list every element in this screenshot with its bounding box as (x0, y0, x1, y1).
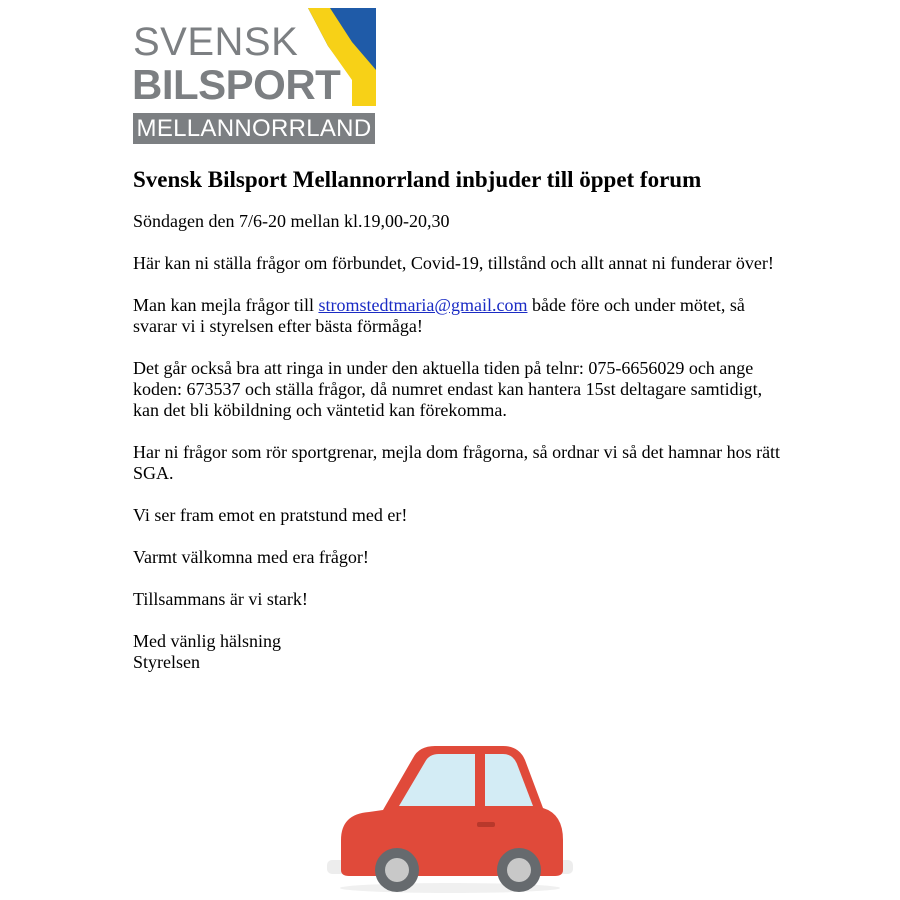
greeting-text: Med vänlig hälsning (133, 631, 281, 651)
signature-text: Styrelsen (133, 652, 200, 672)
logo (133, 8, 378, 140)
email-intro-text: Man kan mejla frågor till (133, 295, 319, 315)
logo-text-svensk: SVENSK (133, 20, 299, 64)
email-paragraph (133, 295, 783, 337)
car-icon (325, 742, 575, 894)
welcome-text: Varmt välkomna med era frågor! (133, 547, 369, 567)
email-outro-text: både före och under mötet, så svarar vi i styrelsen efter bästa förmåga! (133, 295, 745, 336)
meeting-date: Söndagen den 7/6-20 mellan kl.19,00-20,30 (133, 211, 450, 231)
email-link[interactable]: stromstedtmaria@gmail.com (318, 295, 528, 315)
logo-text-bilsport: BILSPORT (132, 61, 341, 108)
invitation-body (133, 166, 783, 694)
questions-paragraph: Här kan ni ställa frågor om förbundet, Covid-19, tillstånd och allt annat ni funderar över! (133, 253, 774, 273)
page-title: Svensk Bilsport Mellannorrland inbjuder till öppet forum (133, 167, 702, 192)
sport-paragraph: Har ni frågor som rör sportgrenar, mejla dom frågorna, så ordnar vi så det hamnar hos rätt SGA. (133, 442, 781, 483)
closing (133, 631, 783, 673)
looking-forward-text: Vi ser fram emot en pratstund med er! (133, 505, 408, 525)
together-text: Tillsammans är vi stark! (133, 589, 308, 609)
logo-text-region: MELLANNORRLAND (133, 113, 375, 144)
phone-paragraph: Det går också bra att ringa in under den aktuella tiden på telnr: 075-6656029 och ange koden: 673537 och ställa frågor, då numret endast kan hantera 15st deltagare samtidigt, kan det bli köbildning och väntetid kan förekomma. (133, 358, 763, 420)
